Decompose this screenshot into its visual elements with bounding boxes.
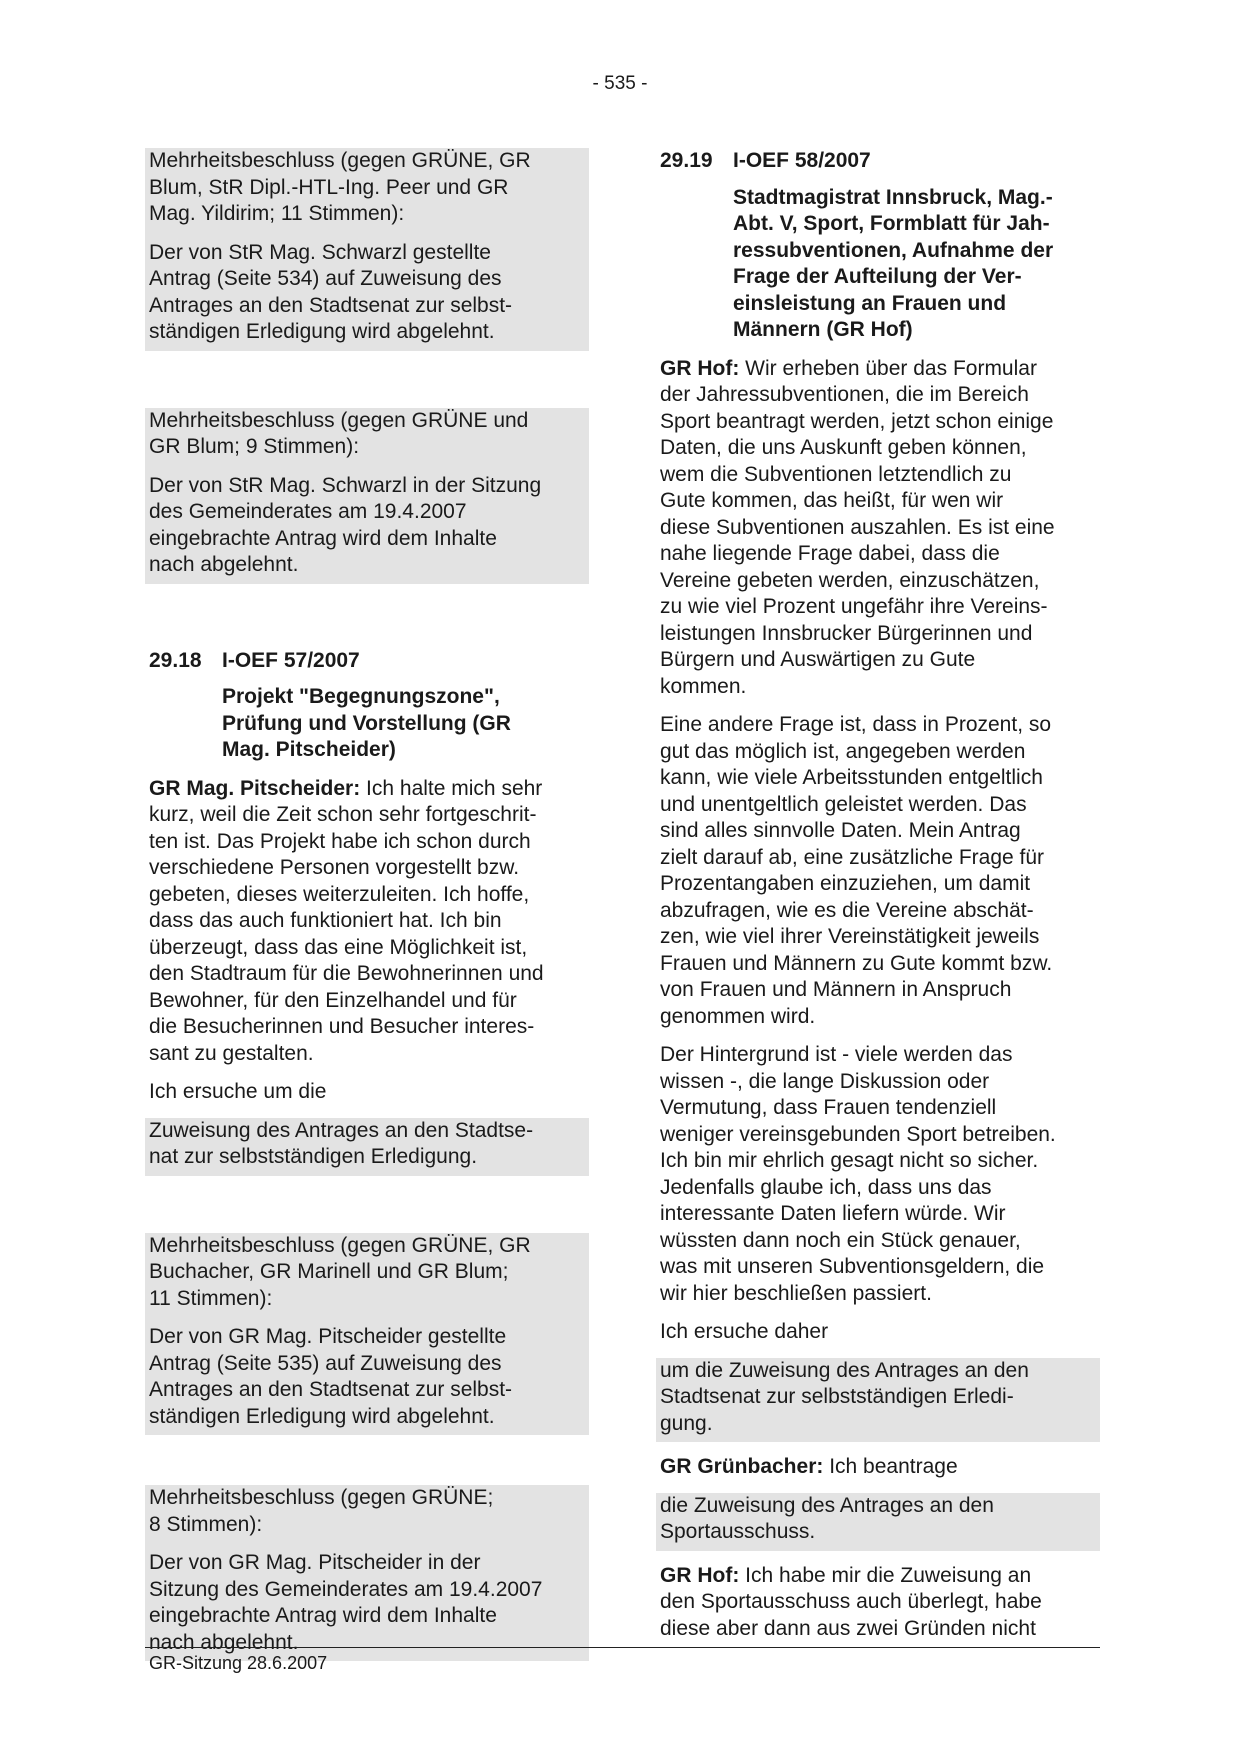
request-text: Zuweisung des Antrages an den Stadtse- nat zur selbstständigen Erledigung. xyxy=(149,1118,534,1168)
vote-block-2 xyxy=(145,408,589,584)
vote-block-4 xyxy=(145,1485,589,1661)
speaker-name: GR Grünbacher: xyxy=(660,1455,824,1478)
request-text: um die Zuweisung des Antrages an den Stadtsenat zur selbstständigen Erledi- gung. xyxy=(660,1358,1029,1435)
vote-result: Mehrheitsbeschluss (gegen GRÜNE und GR Blum; 9 Stimmen): xyxy=(149,408,529,458)
body-paragraph: Eine andere Frage ist, dass in Prozent, so gut das möglich ist, angegeben werden kann, wie viele Arbeitsstunden entgeltlich und unentgeltlich geleistet werden. Das sind alles sinnvolle Daten. Mein Antrag zielt darauf ab, eine zusätzliche Frage für Prozentangaben einzuziehen, um damit abzufragen, wie es die Vereine abschät- zen, wie viel ihrer Vereinstätigkeit jeweils Frauen und Männern zu Gute kommt bzw. von Frauen und Männern in Anspruch genommen wird. xyxy=(660,713,1053,1028)
section-title: Projekt "Begegnungszone", Prüfung und Vorstellung (GR Mag. Pitscheider) xyxy=(222,685,511,761)
body-paragraph: Der Hintergrund ist - viele werden das wissen -, die lange Diskussion oder Vermutung, dass Frauen tendenziell weniger vereinsgebunden Sport betreiben. Ich bin mir ehrlich gesagt nicht so sicher. Jedenfalls glaube ich, dass uns das interessante Daten liefern würde. Wir wüssten dann noch ein Stück genauer, was mit unseren Subventionsgeldern, die wir hier beschließen passiert. xyxy=(660,1043,1056,1305)
speech-text: Ich habe mir die Zuweisung an den Sportausschuss auch überlegt, habe diese aber dann aus zwei Gründen nicht xyxy=(660,1563,1042,1640)
speech-paragraph xyxy=(656,356,1100,701)
speech-text: Ich halte mich sehr kurz, weil die Zeit schon sehr fortgeschrit- ten ist. Das Projekt habe ich schon durch verschiedene Personen vorgestellt bzw. gebeten, dieses weiterzuleiten. Ich hoffe, dass das auch funktioniert hat. Ich bin überzeugt, dass das eine Möglichkeit ist, den Stadtraum für die Bewohnerinnen und Bewohner, für den Einzelhandel und für die Besucherinnen und Besucher interes- sant zu gestalten. xyxy=(149,776,544,1065)
vote-result: Mehrheitsbeschluss (gegen GRÜNE; 8 Stimmen): xyxy=(149,1486,494,1536)
section-title: Stadtmagistrat Innsbruck, Mag.- Abt. V, Sport, Formblatt für Jah- ressubventionen, Aufnahme der Frage der Aufteilung der Ver- einsleistung an Frauen und Männern (GR Hof) xyxy=(733,185,1054,341)
section-number: 29.18 xyxy=(149,648,202,672)
speaker-name: GR Hof: xyxy=(660,1563,740,1587)
speech-paragraph xyxy=(656,1563,1100,1643)
speech-text: Ich beantrage xyxy=(823,1455,958,1478)
speaker-name: GR Mag. Pitscheider: xyxy=(149,776,361,800)
vote-result: Mehrheitsbeschluss (gegen GRÜNE, GR Blum, StR Dipl.-HTL-Ing. Peer und GR Mag. Yildirim; 11 Stimmen): xyxy=(149,149,531,225)
footer-divider xyxy=(145,1647,1100,1648)
request-block xyxy=(656,1493,1100,1551)
vote-text: Der von StR Mag. Schwarzl in der Sitzung des Gemeinderates am 19.4.2007 eingebrachte Antrag wird dem Inhalte nach abgelehnt. xyxy=(149,473,542,576)
section-code: I-OEF 58/2007 xyxy=(733,149,871,172)
request-block xyxy=(145,1118,589,1176)
vote-result: Mehrheitsbeschluss (gegen GRÜNE, GR Buchacher, GR Marinell und GR Blum; 11 Stimmen): xyxy=(149,1233,531,1310)
speech-paragraph xyxy=(656,1454,1100,1481)
vote-block-1 xyxy=(145,148,589,351)
right-column xyxy=(656,148,1100,1654)
vote-text: Der von StR Mag. Schwarzl gestellte Antrag (Seite 534) auf Zuweisung des Antrages an den Stadtsenat zur selbst- ständigen Erledigung wird abgelehnt. xyxy=(149,240,513,343)
footer-text: GR-Sitzung 28.6.2007 xyxy=(149,1653,328,1673)
request-intro: Ich ersuche um die xyxy=(149,1080,327,1103)
section-code: I-OEF 57/2007 xyxy=(222,648,360,672)
request-intro: Ich ersuche daher xyxy=(660,1320,829,1343)
request-text: die Zuweisung des Antrages an den Sportausschuss. xyxy=(660,1493,994,1543)
speaker-name: GR Hof: xyxy=(660,356,740,380)
speech-text: Wir erheben über das Formular der Jahressubventionen, die im Bereich Sport beantragt werden, jetzt schon einige Daten, die uns Auskunft geben können, wem die Subventionen letztendlich zu Gute kommen, das heißt, für wen wir diese Subventionen auszahlen. Es ist eine nahe liegende Frage dabei, dass die Vereine gebeten werden, einzuschätzen, zu wie viel Prozent ungefähr ihre Vereins- leistungen Innsbrucker Bürgerinnen und Bürgern und Auswärtigen zu Gute kommen. xyxy=(660,356,1055,698)
speech-paragraph xyxy=(145,776,589,1068)
page-number: - 535 - xyxy=(592,73,648,94)
section-heading-29-18 xyxy=(145,648,589,675)
section-number: 29.19 xyxy=(660,149,713,172)
vote-text: Der von GR Mag. Pitscheider gestellte Antrag (Seite 535) auf Zuweisung des Antrages an den Stadtsenat zur selbst- ständigen Erledigung wird abgelehnt. xyxy=(149,1325,513,1428)
vote-block-3 xyxy=(145,1233,589,1436)
request-block xyxy=(656,1358,1100,1443)
section-heading-29-19 xyxy=(656,148,1100,175)
left-column xyxy=(145,148,589,1661)
vote-text: Der von GR Mag. Pitscheider in der Sitzung des Gemeinderates am 19.4.2007 eingebrachte Antrag wird dem Inhalte nach abgelehnt. xyxy=(149,1551,543,1654)
